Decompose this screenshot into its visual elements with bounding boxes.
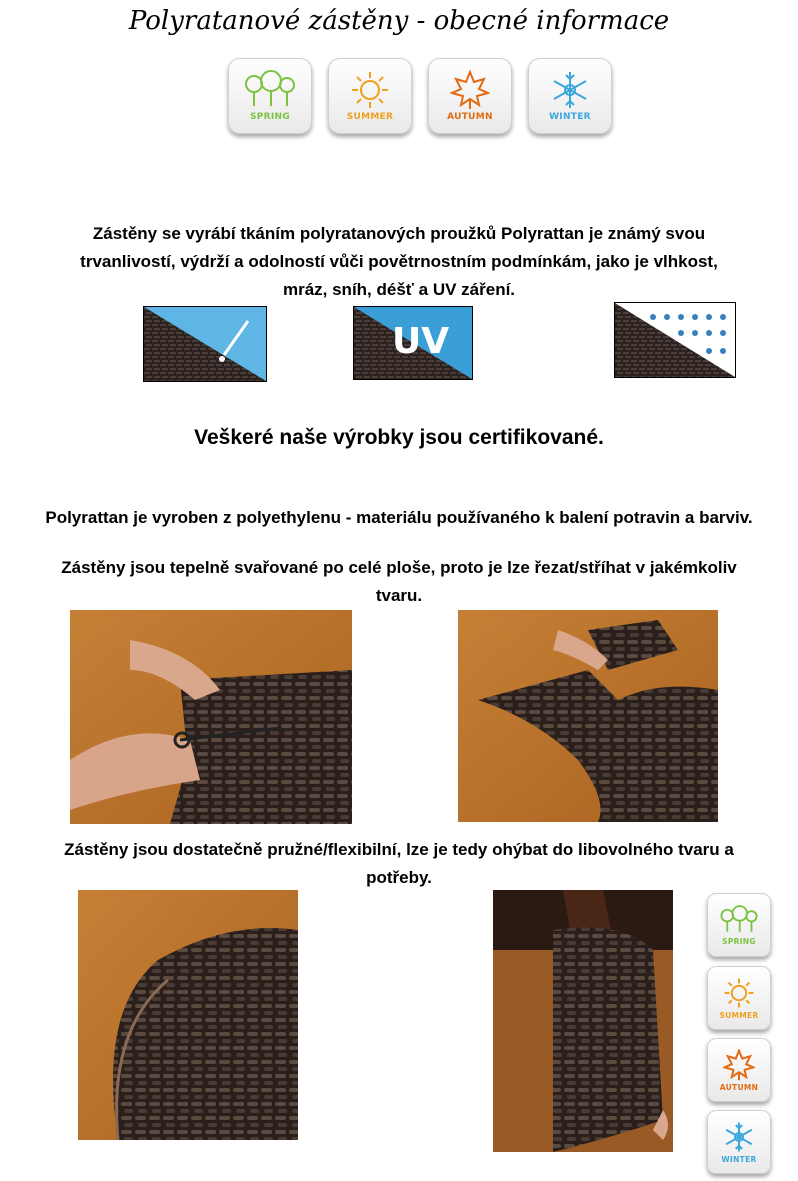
- season-label: AUTUMN: [719, 1082, 759, 1092]
- intro-line: trvanlivostí, výdrží a odolností vůči povětrnostním podmínkám, jako je vlhkost,: [80, 252, 718, 271]
- flex-paragraph: [0, 836, 798, 892]
- cutting-line: tvaru.: [375, 586, 423, 605]
- sun-icon: [723, 977, 755, 1009]
- autumn-button[interactable]: [428, 58, 512, 134]
- autumn-button-side[interactable]: [707, 1038, 771, 1102]
- intro-paragraph: [0, 220, 798, 304]
- uv-label: UV: [392, 321, 450, 362]
- season-label: AUTUMN: [447, 112, 493, 122]
- cutting-line: Zástěny jsou tepelně svařované po celé ploše, proto je lze řezat/stříhat v jakémkoliv: [61, 558, 737, 577]
- summer-button-side[interactable]: [707, 966, 771, 1030]
- season-label: SPRING: [249, 112, 291, 122]
- tree-icon: [717, 905, 761, 935]
- snowflake-icon: [550, 70, 590, 110]
- cutting-paragraph: [0, 554, 798, 610]
- summer-button[interactable]: [328, 58, 412, 134]
- certified-heading: Veškeré naše výrobky jsou certifikované.: [194, 426, 604, 449]
- leaf-icon: [723, 1049, 755, 1081]
- material-text: Polyrattan je vyroben z polyethylenu - materiálu používaného k balení potravin a barviv.: [45, 508, 753, 527]
- season-label: WINTER: [549, 112, 591, 122]
- season-label: SUMMER: [719, 1010, 759, 1020]
- winter-button[interactable]: [528, 58, 612, 134]
- tree-icon: [240, 70, 300, 110]
- uv-resistance-sample: [353, 306, 473, 380]
- leaf-icon: [450, 70, 490, 110]
- season-label: SPRING: [722, 936, 756, 946]
- photo-cut-shape: [458, 610, 718, 822]
- photo-bent-panel: [78, 890, 298, 1140]
- intro-line: mráz, sníh, déšť a UV záření.: [282, 280, 516, 299]
- season-label: SUMMER: [346, 112, 394, 122]
- rain-resistance-sample: [614, 302, 736, 378]
- spring-button[interactable]: [228, 58, 312, 134]
- water-resistance-sample: [143, 306, 267, 382]
- page-title: Polyratanové zástěny - obecné informace: [128, 6, 670, 36]
- snowflake-icon: [723, 1121, 755, 1153]
- spring-button-side[interactable]: [707, 893, 771, 957]
- season-label: WINTER: [721, 1154, 757, 1164]
- flex-line: Zástěny jsou dostatečně pružné/flexibilní, lze je tedy ohýbat do libovolného tvaru a: [64, 840, 734, 859]
- winter-button-side[interactable]: [707, 1110, 771, 1174]
- photo-panel-around-chair: [493, 890, 673, 1152]
- flex-line: potřeby.: [366, 868, 432, 887]
- sun-icon: [350, 70, 390, 110]
- intro-line: Zástěny se vyrábí tkáním polyratanových proužků Polyrattan je známý svou: [92, 224, 706, 243]
- photo-cutting-scissors: [70, 610, 352, 824]
